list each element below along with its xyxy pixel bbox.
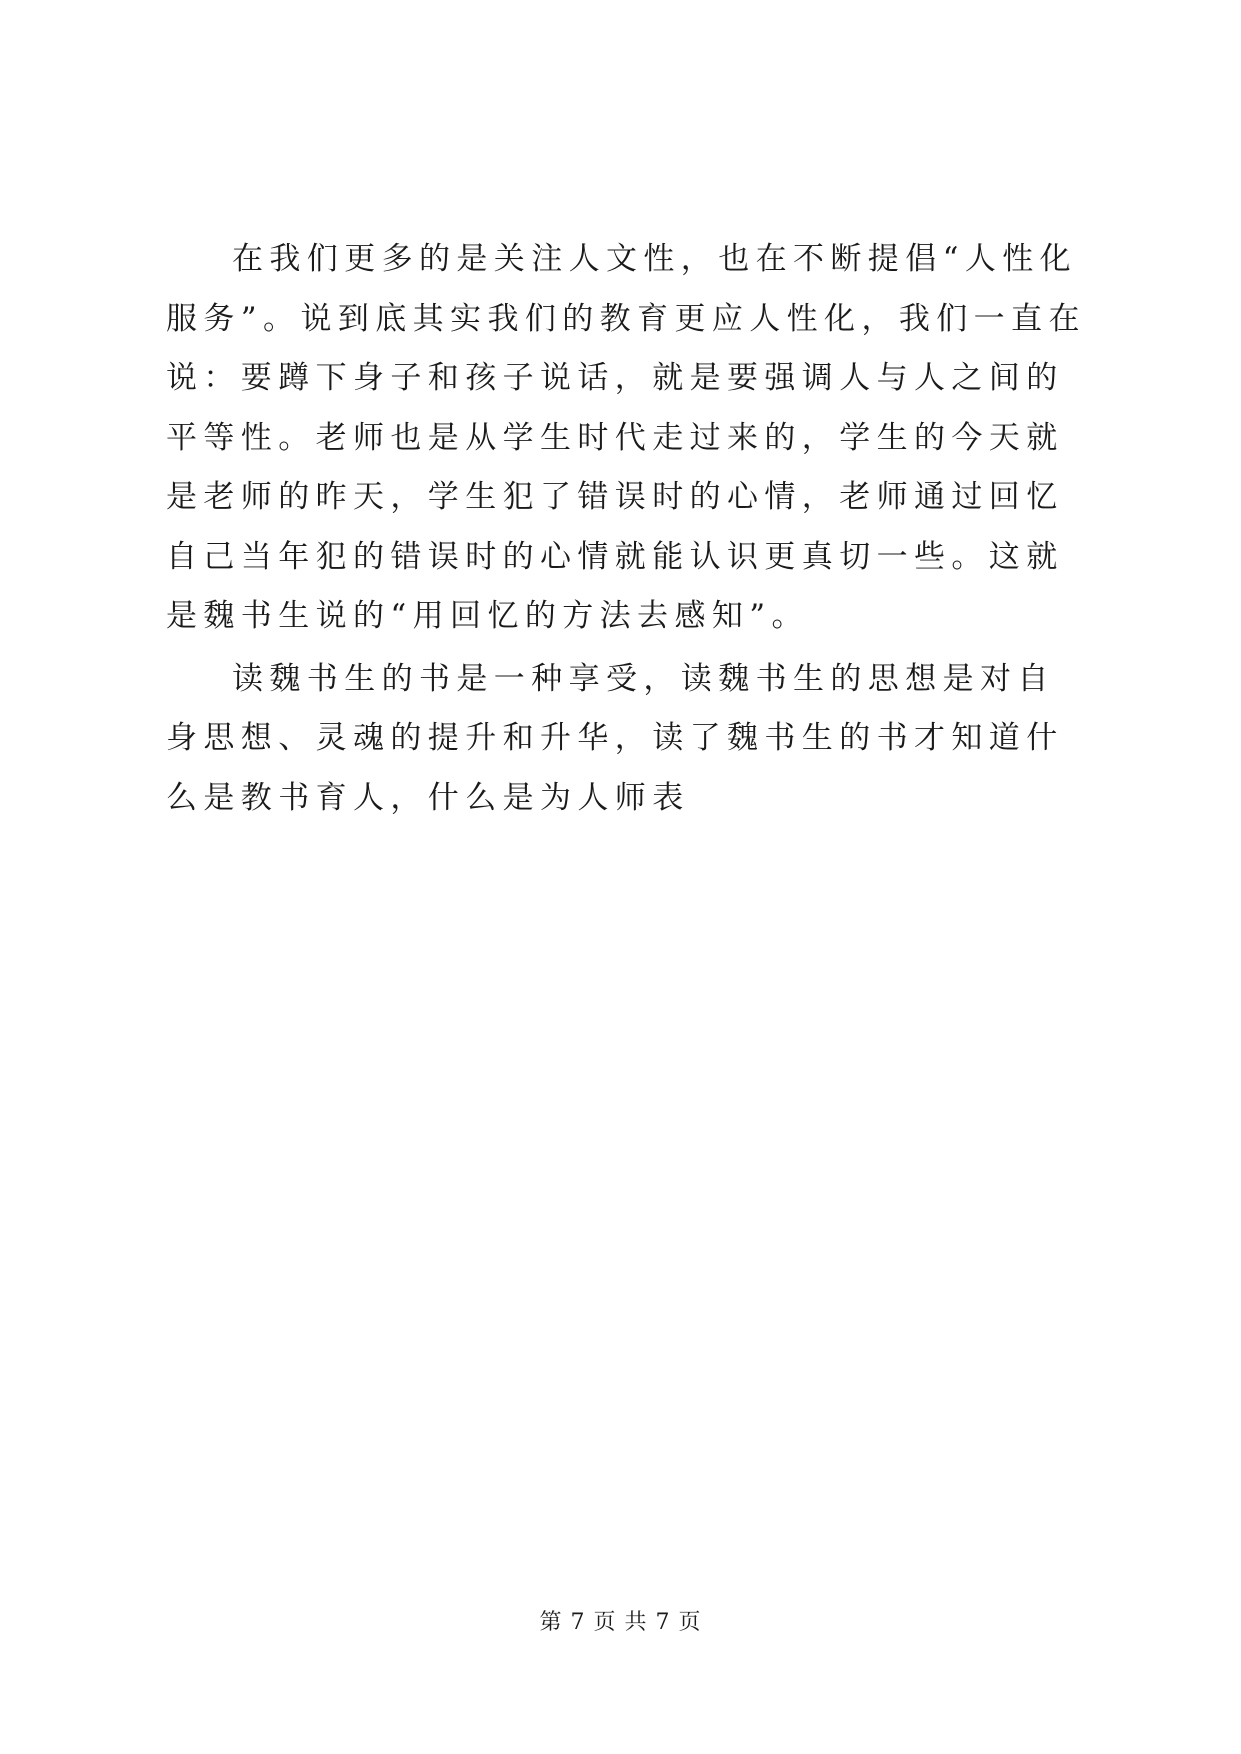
- page-number-footer: 第 7 页 共 7 页: [539, 1610, 702, 1635]
- document-body: [166, 230, 1086, 828]
- paragraph-1: 在我们更多的是关注人文性，也在不断提倡“人性化服务”。说到底其实我们的教育更应人性化，我们一直在说：要蹲下身子和孩子说话，就是要强调人与人之间的平等性。老师也是从学生时代走过来的，学生的今天就是老师的昨天，学生犯了错误时的心情，老师通过回忆自己当年犯的错误时的心情就能认识更真切一些。这就是魏书生说的“用回忆的方法去感知”。: [166, 241, 1086, 634]
- paragraph-2: 读魏书生的书是一种享受，读魏书生的思想是对自身思想、灵魂的提升和升华，读了魏书生的书才知道什么是教书育人，什么是为人师表: [166, 660, 1064, 816]
